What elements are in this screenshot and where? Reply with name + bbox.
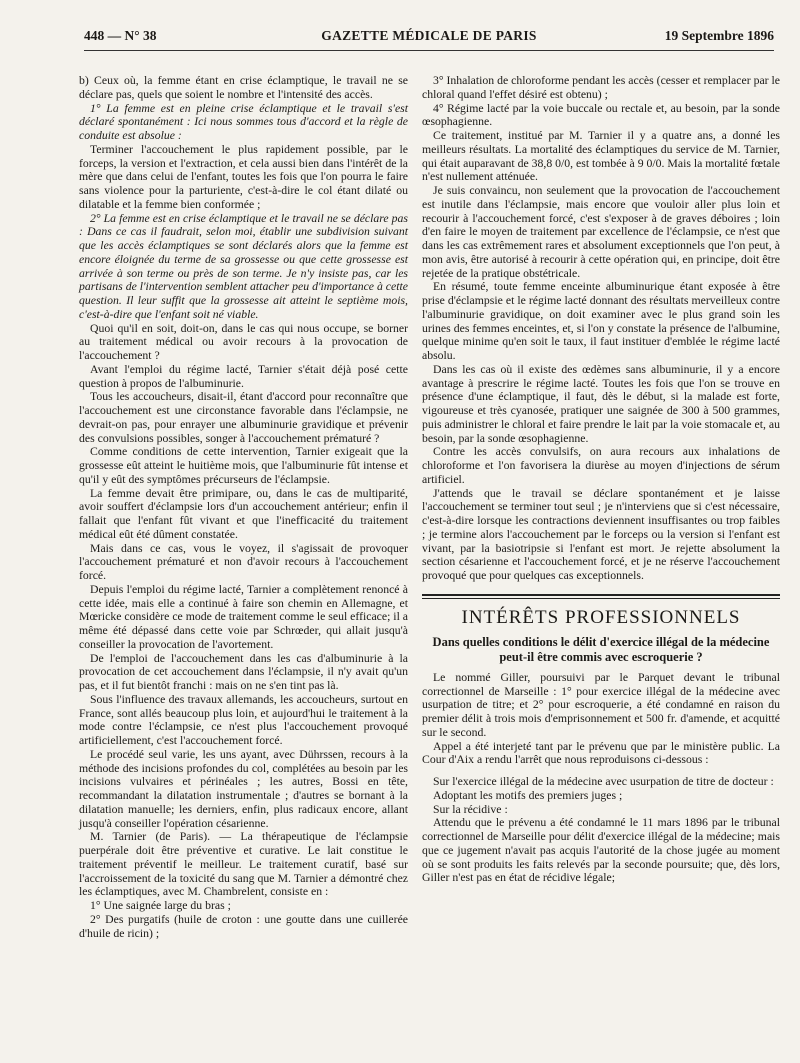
paragraph: Attendu que le prévenu a été condamné le 11 mars 1896 par le tribunal correctionnel de Marseille pour délit d'exercice illégal de la médecine; mais que ce jugement n'avait pas acquis l'autorité de la chose jugée au moment où se sont produits les faits relevés par la seconde poursuite; que, dès lors, Giller n'est pas en état de récidive légale; — [422, 816, 780, 885]
header-rule — [84, 50, 774, 51]
paragraph: 4° Régime lacté par la voie buccale ou rectale et, au besoin, par la sonde œsophagienne. — [422, 101, 780, 129]
paragraph: Tous les accoucheurs, disait-il, étant d'accord pour reconnaître que l'accouchement est une circonstance favorable dans l'éclampsie, ne devrait-on pas, pour enrayer une albuminurie gravidique et prévenir des convulsions possibles, songer à l'accouchement prématuré ? — [79, 390, 408, 445]
paragraph: En résumé, toute femme enceinte albuminurique étant exposée à être prise d'éclampsie et le régime lacté donnant des résultats merveilleux contre l'albuminurie gravidique, on doit examiner avec le plus grand soin les urines des femmes enceintes, et, si l'on y constate la présence de l'albumine, quelque minime qu'en soit le taux, il faut instituer d'emblée le régime lacté absolu. — [422, 280, 780, 362]
paragraph: Le nommé Giller, poursuivi par le Parquet devant le tribunal correctionnel de Marseille : 1° pour exercice illégal de la médecine avec usurpation de titre; et 2° pour escroquerie, a été condamné en raison du premier délit à trois mois d'emprisonnement et 500 fr. d'amende, et acquitté sur le second. — [422, 670, 780, 739]
section-divider — [422, 594, 780, 599]
paragraph: Ce traitement, institué par M. Tarnier il y a quatre ans, a donné les meilleurs résultats. La mortalité des éclamptiques du service de M. Tarnier, qui était auparavant de 38,8 0/0, est tombée à 9 0/0. Mais la mortalité fœtale n'est nullement atténuée. — [422, 129, 780, 184]
paragraph: Contre les accès convulsifs, on aura recours aux inhalations de chloroforme et l'on favorisera la diurèse au moyen d'injections de sérum artificiel. — [422, 445, 780, 486]
paragraph: 1° La femme est en pleine crise éclamptique et le travail s'est déclaré spontanément : Ici nous sommes tous d'accord et la règle de conduite est absolue : — [79, 101, 408, 142]
paragraph: Adoptant les motifs des premiers juges ; — [433, 788, 623, 802]
paragraph: Sous l'influence des travaux allemands, les accoucheurs, surtout en France, sont allés beaucoup plus loin, et aujourd'hui le traitement à la mode contre l'éclampsie, ce n'est plus l'accouchement provoqué artificiellement, c'est l'accouchement forcé. — [79, 692, 408, 747]
paragraph: Depuis l'emploi du régime lacté, Tarnier a complètement renoncé à cette idée, mais elle a continué à faire son chemin en Allemagne, et Mœricke considère ce mode de traitement comme le seul efficace; il a même été dépassé dans cette voie par Schrœder, qui allait jusqu'à conseiller la provocation de l'avortement. — [79, 582, 408, 651]
paragraph: Dans les cas où il existe des œdèmes sans albuminurie, il y a encore avantage à prescrire le régime lacté. Toutes les fois que l'on se trouve en présence d'une éclamptique, il faut, dès le début, si la malade est forte, vigoureuse et très cyanosée, pratiquer une saignée de 300 à 500 grammes, puis administrer le chloral et faire prendre le lait par la voie stomacale et, au besoin, par la sonde œsophagienne. — [422, 362, 780, 445]
paragraph: Avant l'emploi du régime lacté, Tarnier s'était déjà posé cette question à propos de l'albuminurie. — [79, 362, 408, 390]
paragraph: Le procédé seul varie, les uns ayant, avec Dührssen, recours à la méthode des incisions profondes du col, complétées au besoin par les incisions vulvaires et périnéales ; les autres, Bossi en tête, recommandant la dilatation instrumentale ; d'autres se bornant à la dilatation manuelle; les derniers, enfin, plus radicaux encore, allant jusqu'à conseiller l'opération césarienne. — [79, 747, 408, 830]
journal-title: GAZETTE MÉDICALE DE PARIS — [321, 28, 537, 43]
right-column — [422, 74, 780, 885]
paragraph: M. Tarnier (de Paris). — La thérapeutique de l'éclampsie puerpérale doit être préventive et curative. Le lait constitue le traitement préventif le meilleur. Le traitement curatif, basé sur l'accroissement de la toxicité du sang que M. Tarnier a démontré chez les éclamptiques, avec M. Chambrelent, consiste en : — [79, 830, 408, 899]
paragraph: La femme devait être primipare, ou, dans le cas de multiparité, avoir souffert d'éclampsie lors d'un accouchement antérieur; enfin il fallait que l'enfant fût vivant et que l'inefficacité du traitement médical eût été dûment constatée. — [79, 486, 408, 541]
paragraph: 3° Inhalation de chloroforme pendant les accès (cesser et remplacer par le chloral quand l'effet désiré est obtenu) ; — [422, 74, 780, 101]
page-header — [84, 28, 774, 48]
left-column — [79, 74, 408, 940]
paragraph: b) Ceux où, la femme étant en crise éclamptique, le travail ne se déclare pas, quels que soient le nombre et l'intensité des accès. — [79, 74, 408, 101]
section-title: INTÉRÊTS PROFESSIONNELS — [461, 606, 741, 628]
page-number: 448 — N° 38 — [84, 28, 157, 43]
paragraph: Sur l'exercice illégal de la médecine avec usurpation de titre de docteur : — [433, 775, 774, 788]
paragraph: Comme conditions de cette intervention, Tarnier exigeait que la grossesse eût atteint le huitième mois, que l'albuminurie fût intense et qu'il y eût des symptômes précurseurs de l'éclampsie. — [79, 445, 408, 486]
spacer — [422, 767, 780, 775]
paragraph: Sur la récidive : — [433, 802, 508, 816]
paragraph: Mais dans ce cas, vous le voyez, il s'agissait de provoquer l'accouchement prématuré et non d'avoir recours à l'accouchement forcé. — [79, 541, 408, 582]
paragraph: 1° Une saignée large du bras ; — [90, 899, 231, 912]
paragraph: Appel a été interjeté tant par le prévenu que par le ministère public. La Cour d'Aix a rendu l'arrêt que nous reproduisons ci-dessous : — [422, 739, 780, 767]
paragraph: Je suis convaincu, non seulement que la provocation de l'accouchement est inutile dans l'éclampsie, mais encore que vouloir aller plus loin et recourir à l'accouchement forcé, c'est s'exposer à de graves déboires ; loin d'en faire le moyen de traitement par excellence de l'éclampsie, ce n'est que dans les cas extrêmement rares et absolument exceptionnels que l'on peut, à mon avis, être autorisé à recourir à cette opération qui, en principe, doit être rejetée de la pratique obstétricale. — [422, 184, 780, 280]
paragraph: 2° Des purgatifs (huile de croton : une goutte dans une cuillerée d'huile de ricin) ; — [79, 912, 408, 940]
paragraph: Quoi qu'il en soit, doit-on, dans le cas qui nous occupe, se borner au traitement médical ou avoir recours à la provocation de l'accouchement ? — [79, 321, 408, 362]
paragraph: J'attends que le travail se déclare spontanément et je laisse l'accouchement se terminer tout seul ; je n'interviens que si c'est nécessaire, c'est-à-dire lorsque les contractions deviennent insuffisantes ou trop faibles ; je termine alors l'accouchement par le forceps ou la version si l'enfant est vivant, par la basiotripsie si l'enfant est mort. Je rejette absolument la section césarienne et l'accouchement forcé, et je ne réserve l'accouchement provoqué que pour quelques cas exceptionnels. — [422, 486, 780, 582]
article-question: Dans quelles conditions le délit d'exercice illégal de la médecine peut-il être commis avec escroquerie ? — [432, 634, 770, 664]
paragraph: Terminer l'accouchement le plus rapidement possible, par le forceps, la version et l'extraction, et cela aussi bien dans l'intérêt de la mère que dans celui de l'enfant, toutes les fois que l'on pourra le faire sans violence pour la parturiente, c'est-à-dire le col étant dilaté ou dilatable et la femme bien conformée ; — [79, 142, 408, 211]
court-decision — [422, 775, 780, 885]
paragraph: De l'emploi de l'accouchement dans les cas d'albuminurie à la provocation de cet accouchement dans l'éclampsie, il n'y avait qu'un pas, et il fut bientôt franchi : mais on ne s'en tint pas là. — [79, 651, 408, 692]
paragraph: 2° La femme est en crise éclamptique et le travail ne se déclare pas : Dans ce cas il faudrait, selon moi, établir une subdivision suivant que les accès éclamptiques se sont déclarés alors que la femme est encore éloignée du terme de sa grossesse ou que cette grossesse est arrivée à son terme ou près de son terme. Je n'y insiste pas, car les partisans de l'intervention semblent attacher peu d'importance à cette question. Il leur suffit que la grossesse ait atteint le septième mois, c'est-à-dire que l'enfant soit né viable. — [79, 211, 408, 321]
issue-date: 19 Septembre 1896 — [664, 28, 774, 43]
